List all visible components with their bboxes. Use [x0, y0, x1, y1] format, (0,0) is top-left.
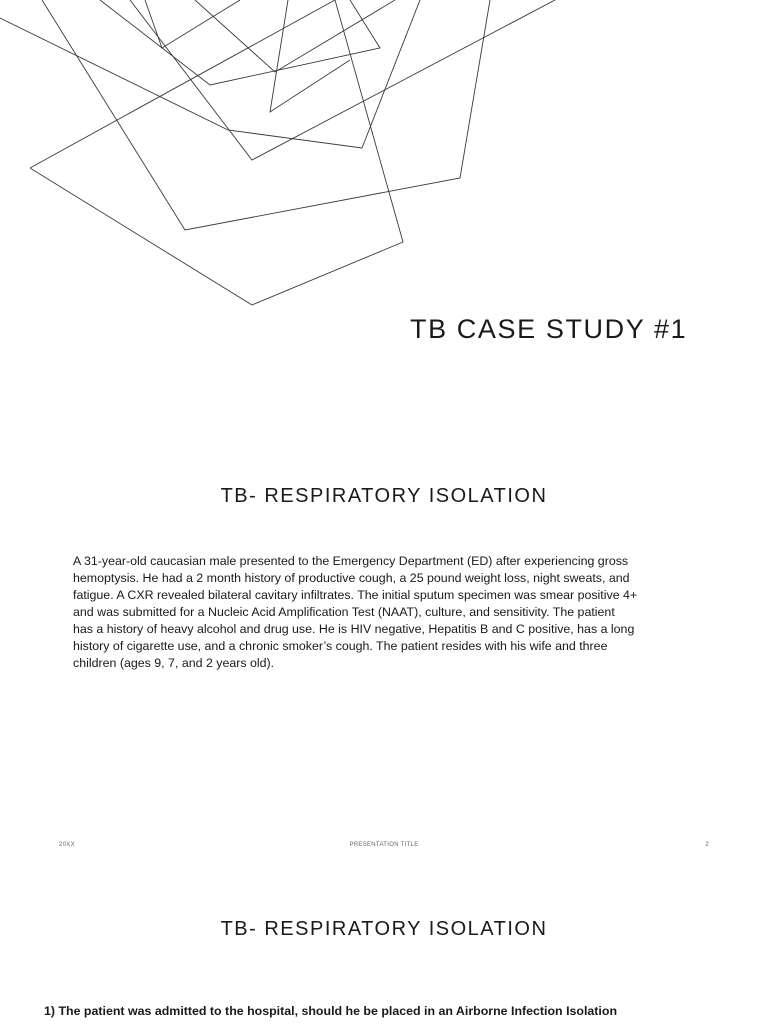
- deco-line: [270, 0, 350, 112]
- deco-line: [100, 0, 380, 85]
- deco-line: [195, 0, 395, 72]
- slide-title: TB CASE STUDY #1: [410, 314, 688, 344]
- deco-line: [30, 0, 403, 305]
- footer-page-number: 2: [705, 842, 709, 848]
- question-text: 1) The patient was admitted to the hospital, should he be placed in an Airborne Infection Isolation: [44, 1004, 618, 1018]
- deco-line: [130, 0, 555, 160]
- footer-presentation-title: PRESENTATION TITLE: [349, 842, 419, 848]
- decorative-line-art: [0, 0, 768, 320]
- deco-line: [145, 0, 240, 48]
- deco-line: [0, 0, 420, 148]
- case-description: A 31-year-old caucasian male presented to the Emergency Department (ED) after experiencing gross hemoptysis. He had a 2 month history of productive cough, a 25 pound weight loss, night sweats, and fatigue. A CXR revealed bilateral cavitary infiltrates. The initial sputum specimen was smear positive 4+ and was submitted for a Nucleic Acid Amplification Test (NAAT), culture, and sensitivity. The patient has a history of heavy alcohol and drug use. He is HIV negative, Hepatitis B and C positive, has a long history of cigarette use, and a chronic smoker’s cough. The patient resides with his wife and three children (ages 9, 7, and 2 years old).: [73, 554, 638, 670]
- deco-line: [42, 0, 490, 230]
- footer-date: 20XX: [59, 842, 75, 848]
- section-heading: TB- RESPIRATORY ISOLATION: [220, 918, 548, 940]
- section-heading: TB- RESPIRATORY ISOLATION: [220, 485, 548, 507]
